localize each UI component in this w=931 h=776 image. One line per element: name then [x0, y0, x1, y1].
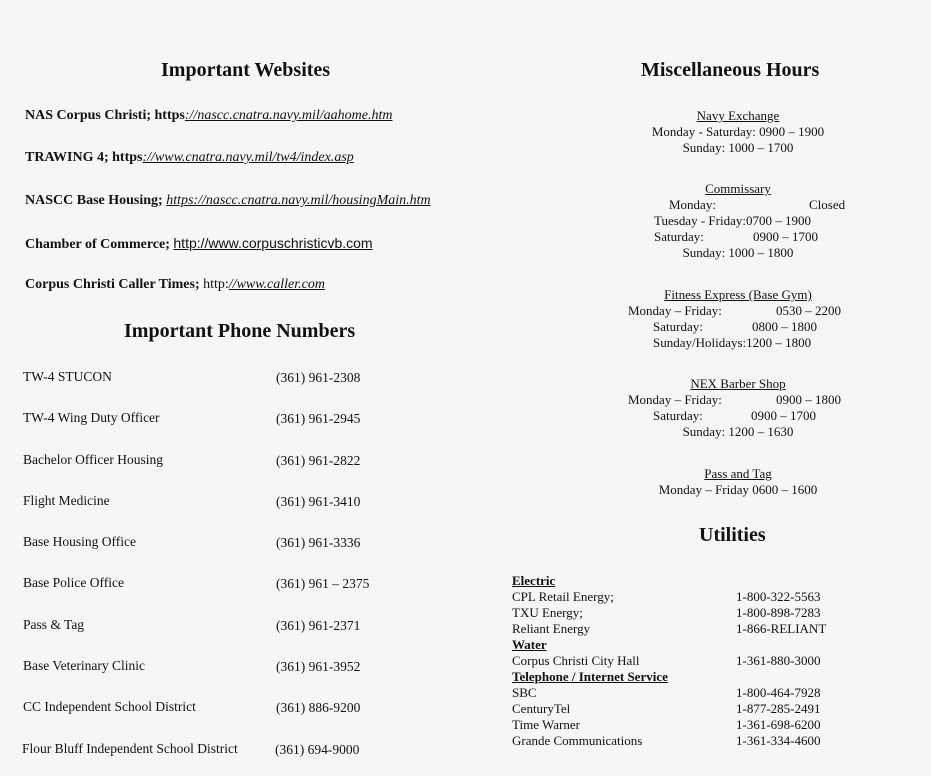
website-url-prefix: https	[154, 108, 185, 123]
hours-value: 0700 – 1900	[745, 213, 811, 228]
barber-title: NEX Barber Shop	[690, 376, 786, 391]
utility-number: 1-800-464-7928	[736, 685, 821, 700]
website-link[interactable]: ://nascc.cnatra.navy.mil/aahome.htm	[184, 108, 393, 123]
phone-number: (361) 886-9200	[276, 700, 361, 715]
utility-category-telephone: Telephone / Internet Service	[512, 669, 668, 684]
utility-name: Time Warner	[512, 717, 580, 732]
hours-value: 1200 – 1800	[746, 335, 812, 350]
phone-name: TW-4 STUCON	[23, 369, 112, 384]
hours-value: 0800 – 1800	[752, 319, 817, 334]
phone-name: CC Independent School District	[23, 699, 196, 714]
pass-tag-block	[628, 466, 848, 498]
utility-row	[512, 717, 842, 733]
hours-value: 0900 – 1700	[751, 408, 816, 423]
phone-number: (361) 961-2822	[276, 453, 361, 468]
hours-value: 0900 – 1800	[776, 392, 841, 407]
barber-block	[628, 376, 848, 440]
utility-number: 1-800-322-5563	[736, 589, 821, 604]
website-chamber-of-commerce	[25, 235, 373, 253]
misc-hours-heading: Miscellaneous Hours	[641, 59, 820, 81]
phone-name: Base Police Office	[23, 575, 124, 590]
hours-value: 0900 – 1700	[753, 229, 818, 244]
phone-number: (361) 961-3410	[276, 494, 361, 509]
utility-number: 1-800-898-7283	[736, 605, 821, 620]
website-nas-corpus-christi	[25, 108, 393, 124]
website-link[interactable]: //www.caller.com	[228, 277, 325, 292]
phone-number: (361) 961-2371	[276, 618, 361, 633]
utility-row	[512, 701, 842, 717]
hours-value: 0530 – 2200	[776, 303, 841, 318]
hours-row	[628, 335, 848, 351]
hours-line: Sunday: 1000 – 1800	[682, 245, 794, 260]
website-link[interactable]: http://www.corpuschristicvb.com	[173, 235, 373, 251]
hours-day: Saturday:	[653, 408, 703, 423]
utility-row	[512, 733, 842, 749]
utility-row	[512, 621, 842, 637]
utility-name: CPL Retail Energy;	[512, 589, 614, 604]
fitness-title: Fitness Express (Base Gym)	[664, 287, 812, 302]
website-label: NASCC Base Housing;	[25, 193, 167, 208]
phone-name: Bachelor Officer Housing	[23, 452, 163, 467]
hours-line: Sunday: 1200 – 1630	[682, 424, 794, 439]
website-link[interactable]: ://www.cnatra.navy.mil/tw4/index.asp	[142, 150, 354, 165]
website-label: Chamber of Commerce;	[25, 237, 174, 252]
navy-exchange-block	[628, 108, 848, 156]
utility-name: SBC	[512, 685, 537, 700]
navy-exchange-title: Navy Exchange	[696, 108, 780, 123]
utility-name: Grande Communications	[512, 733, 643, 748]
phone-name: Flight Medicine	[23, 493, 110, 508]
utility-row	[512, 653, 842, 669]
hours-row	[628, 229, 848, 245]
fitness-block	[628, 287, 848, 351]
hours-row	[628, 392, 848, 408]
website-label: NAS Corpus Christi;	[25, 108, 155, 123]
hours-row	[628, 408, 848, 424]
website-url-prefix: http:	[203, 277, 229, 292]
hours-line: Sunday: 1000 – 1700	[682, 140, 794, 155]
hours-day: Tuesday - Friday:	[654, 213, 746, 228]
utility-row	[512, 589, 842, 605]
utility-name: TXU Energy;	[512, 605, 583, 620]
utility-name: Corpus Christi City Hall	[512, 653, 640, 668]
website-label: TRAWING 4;	[25, 150, 113, 165]
utility-number: 1-361-698-6200	[736, 717, 821, 732]
utility-number: 1-877-285-2491	[736, 701, 821, 716]
hours-day: Monday – Friday:	[628, 392, 722, 407]
utility-category-water: Water	[512, 637, 547, 652]
utility-row	[512, 685, 842, 701]
phone-name: Base Housing Office	[23, 534, 136, 549]
website-label: Corpus Christi Caller Times;	[25, 277, 204, 292]
utility-name: CenturyTel	[512, 701, 571, 716]
phones-heading: Important Phone Numbers	[124, 320, 356, 342]
utility-number: 1-866-RELIANT	[736, 621, 827, 636]
phone-name: Base Veterinary Clinic	[23, 658, 145, 673]
commissary-title: Commissary	[705, 181, 771, 196]
hours-row	[628, 303, 848, 319]
utility-number: 1-361-880-3000	[736, 653, 821, 668]
utilities-heading: Utilities	[699, 524, 766, 546]
hours-day: Sunday/Holidays:	[653, 335, 747, 350]
website-caller-times	[25, 277, 325, 293]
utility-row	[512, 605, 842, 621]
phone-number: (361) 694-9000	[275, 742, 360, 757]
hours-line: Monday - Saturday: 0900 – 1900	[651, 124, 825, 139]
websites-heading: Important Websites	[161, 59, 331, 81]
phone-number: (361) 961-3952	[276, 659, 361, 674]
phone-number: (361) 961-3336	[276, 535, 361, 550]
website-base-housing	[25, 193, 431, 209]
commissary-block	[628, 181, 848, 261]
hours-day: Saturday:	[654, 229, 704, 244]
website-url-prefix: https	[112, 150, 143, 165]
pass-tag-title: Pass and Tag	[704, 466, 772, 481]
hours-row	[628, 213, 848, 229]
phone-name: Pass & Tag	[23, 617, 85, 632]
hours-day: Monday – Friday:	[628, 303, 722, 318]
phone-number: (361) 961-2308	[276, 370, 361, 385]
website-link[interactable]: https://nascc.cnatra.navy.mil/housingMain.htm	[166, 193, 431, 208]
hours-value: Closed	[809, 197, 846, 212]
website-trawing-4	[25, 150, 354, 166]
phone-name: TW-4 Wing Duty Officer	[23, 410, 160, 425]
hours-row	[628, 319, 848, 335]
phone-name: Flour Bluff Independent School District	[22, 741, 238, 756]
hours-day: Saturday:	[653, 319, 703, 334]
phone-number: (361) 961-2945	[276, 411, 361, 426]
utility-number: 1-361-334-4600	[736, 733, 821, 748]
utility-category-electric: Electric	[512, 573, 556, 588]
phone-number: (361) 961 – 2375	[276, 576, 370, 591]
hours-line: Monday – Friday 0600 – 1600	[658, 482, 818, 497]
hours-day: Monday:	[669, 197, 716, 212]
utilities-list	[512, 573, 842, 749]
hours-row	[628, 197, 848, 213]
utility-name: Reliant Energy	[512, 621, 591, 636]
